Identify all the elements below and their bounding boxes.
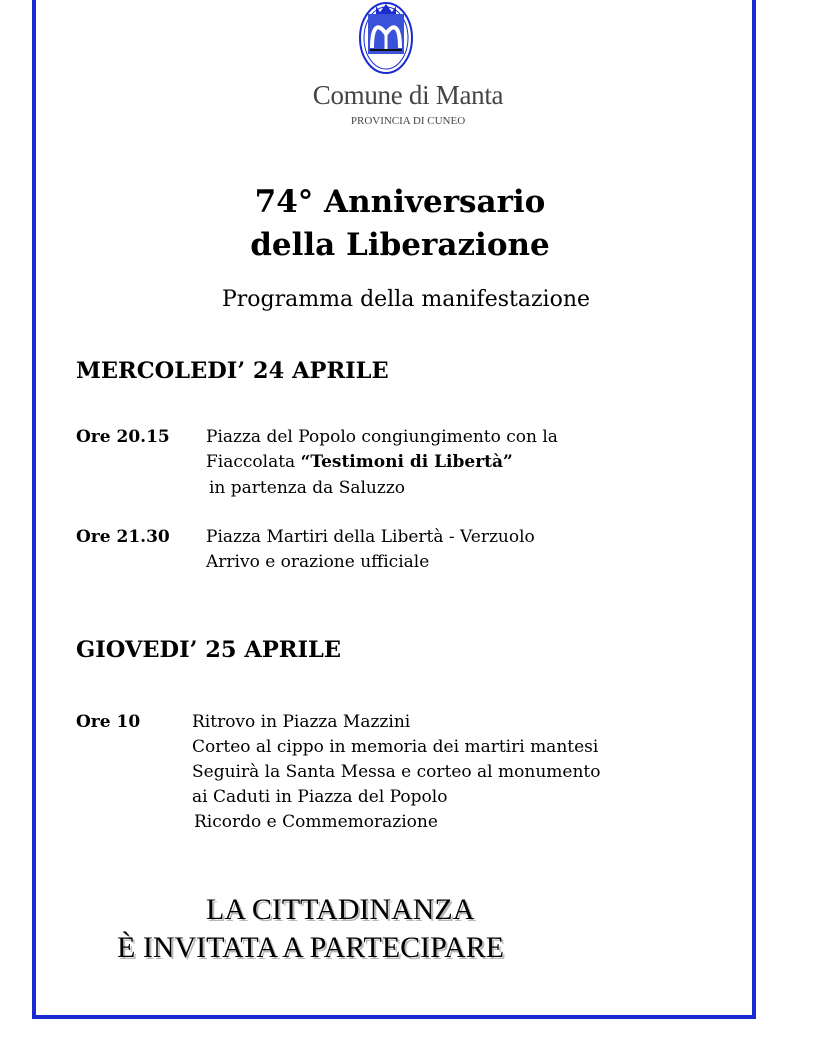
- subtitle: Programma della manifestazione: [221, 287, 591, 312]
- title-line-1: 74° Anniversario: [254, 184, 546, 220]
- event-line: ai Caduti in Piazza del Popolo: [192, 787, 448, 807]
- event-line: Piazza del Popolo congiungimento con la: [206, 427, 558, 447]
- day-heading: GIOVEDI’ 25 APRILE: [76, 637, 341, 663]
- closing-line-2: È INVITATA A PARTECIPARE: [117, 931, 505, 964]
- event-line: Seguirà la Santa Messa e corteo al monumento: [192, 762, 601, 782]
- event-line: Piazza Martiri della Libertà - Verzuolo: [206, 527, 535, 547]
- event-line: [206, 452, 513, 472]
- org-subtitle: PROVINCIA DI CUNEO: [350, 115, 466, 127]
- event-line-text: Fiaccolata: [206, 452, 301, 472]
- event-line: Corteo al cippo in memoria dei martiri mantesi: [192, 737, 599, 757]
- day-heading: MERCOLEDI’ 24 APRILE: [76, 358, 389, 384]
- event-line: Ricordo e Commemorazione: [194, 812, 438, 832]
- event-line: in partenza da Saluzzo: [209, 478, 406, 498]
- closing-line-1: LA CITTADINANZA: [206, 893, 475, 926]
- crest-icon: [358, 0, 414, 76]
- org-name: Comune di Manta: [312, 80, 504, 110]
- event-time: Ore 10: [76, 712, 141, 732]
- event-line: Ritrovo in Piazza Mazzini: [192, 712, 411, 732]
- event-title: “Testimoni di Libertà”: [300, 452, 513, 472]
- title-line-2: della Liberazione: [250, 227, 550, 263]
- event-time: Ore 20.15: [76, 427, 170, 447]
- page-border: [32, 0, 756, 1019]
- event-line: Arrivo e orazione ufficiale: [206, 552, 430, 572]
- event-time: Ore 21.30: [76, 527, 170, 547]
